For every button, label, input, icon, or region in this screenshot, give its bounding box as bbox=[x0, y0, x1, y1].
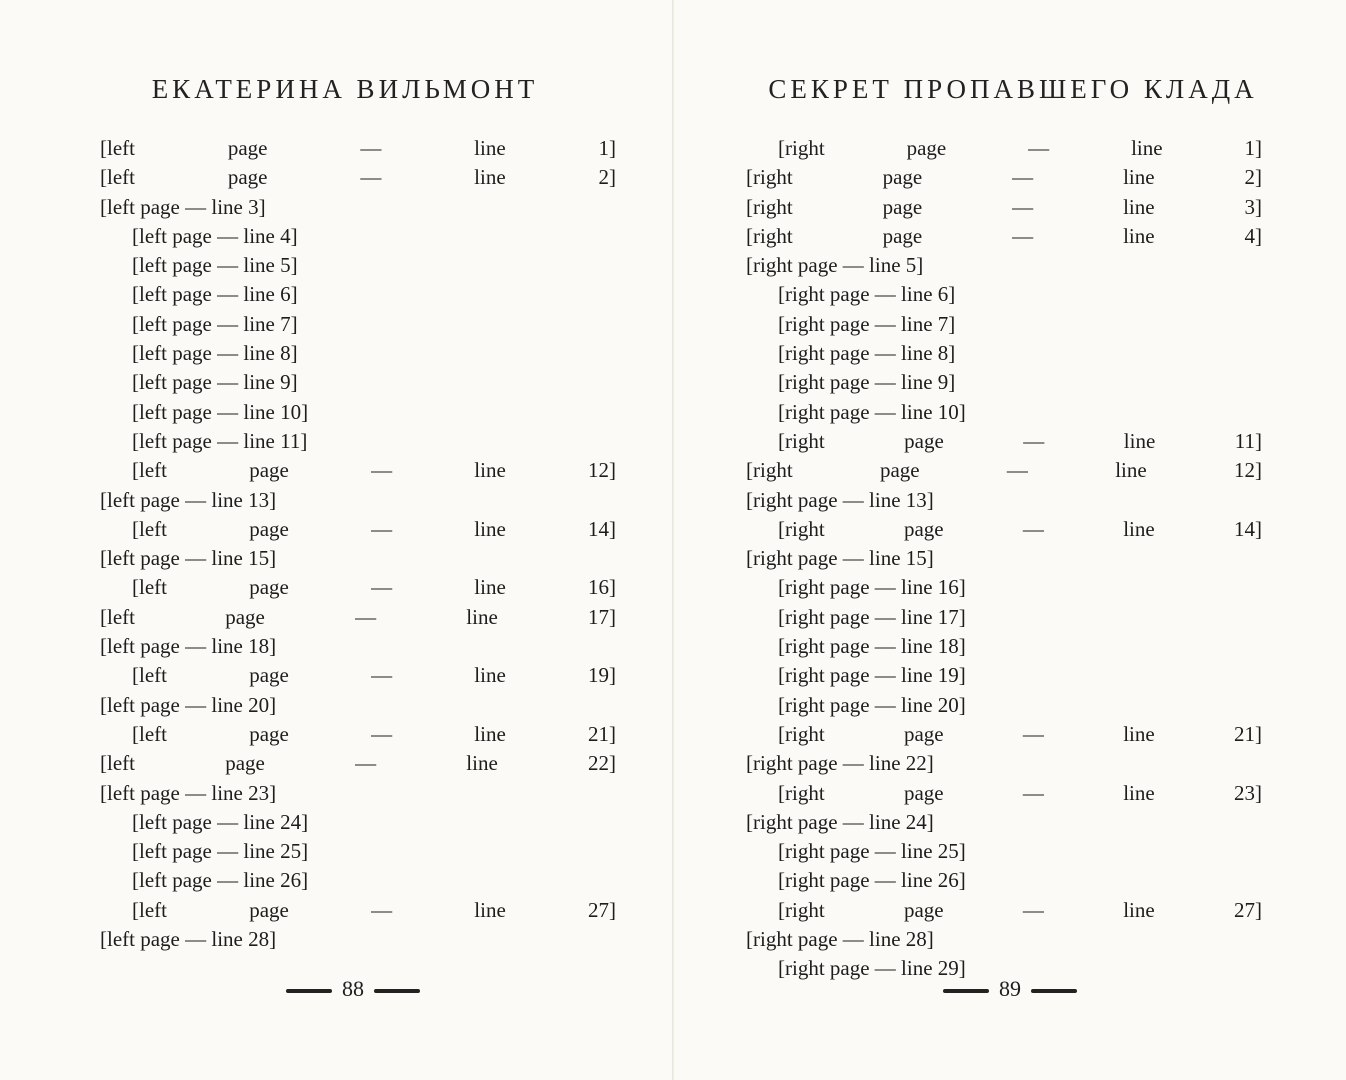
left-page bbox=[0, 0, 672, 1080]
text-line: [right page — line 27] bbox=[778, 897, 1262, 922]
text-line: [right page — line 20] bbox=[778, 692, 966, 717]
text-line: [left page — line 14] bbox=[132, 516, 616, 541]
text-line: [left page — line 10] bbox=[132, 399, 309, 424]
text-line: [right page — line 10] bbox=[778, 399, 966, 424]
page-number-value: 89 bbox=[999, 976, 1021, 1001]
text-line: [right page — line 22] bbox=[746, 751, 934, 776]
text-line: [right page — line 24] bbox=[746, 809, 934, 834]
right-page-text bbox=[746, 134, 1262, 984]
right-page bbox=[674, 0, 1346, 1080]
text-line: [left page — line 3] bbox=[100, 194, 266, 219]
folio-ornament-right bbox=[1031, 989, 1077, 993]
text-line: [left page — line 17] bbox=[100, 604, 616, 629]
left-page-text bbox=[100, 134, 616, 954]
text-line: [right page — line 23] bbox=[778, 780, 1262, 805]
text-line: [left page — line 26] bbox=[132, 868, 309, 893]
text-line: [left page — line 4] bbox=[132, 223, 298, 248]
running-head-author: ЕКАТЕРИНА ВИЛЬМОНТ bbox=[151, 74, 539, 104]
text-line: [left page — line 25] bbox=[132, 839, 309, 864]
page-number-value: 88 bbox=[342, 976, 364, 1001]
text-line: [left page — line 18] bbox=[100, 634, 277, 659]
text-line: [right page — line 1] bbox=[778, 136, 1262, 160]
text-line: [left page — line 15] bbox=[100, 546, 277, 571]
text-line: [left page — line 5] bbox=[132, 253, 298, 278]
text-line: [right page — line 26] bbox=[778, 868, 966, 893]
text-line: [left page — line 11] bbox=[132, 428, 308, 453]
text-line: [left page — line 2] bbox=[100, 165, 616, 190]
text-line: [left page — line 1] bbox=[100, 136, 616, 160]
text-line: [right page — line 28] bbox=[746, 927, 934, 952]
text-line: [left page — line 27] bbox=[132, 897, 616, 922]
text-line: [right page — line 7] bbox=[778, 311, 956, 336]
text-line: [right page — line 4] bbox=[746, 223, 1262, 248]
page-number-left bbox=[0, 976, 672, 1002]
text-line: [left page — line 7] bbox=[132, 311, 298, 336]
text-line: [right page — line 29] bbox=[778, 956, 966, 981]
text-line: [right page — line 9] bbox=[778, 370, 956, 395]
text-line: [left page — line 13] bbox=[100, 487, 277, 512]
text-line: [left page — line 12] bbox=[132, 458, 616, 483]
text-line: [right page — line 6] bbox=[778, 282, 956, 307]
text-line: [left page — line 8] bbox=[132, 341, 298, 366]
text-line: [left page — line 23] bbox=[100, 780, 277, 805]
text-line: [right page — line 18] bbox=[778, 634, 966, 659]
text-line: [right page — line 12] bbox=[746, 458, 1262, 483]
text-line: [left page — line 24] bbox=[132, 809, 309, 834]
text-line: [right page — line 16] bbox=[778, 575, 966, 600]
text-line: [right page — line 3] bbox=[746, 194, 1262, 219]
page-number-right bbox=[674, 976, 1346, 1002]
text-line: [left page — line 22] bbox=[100, 751, 616, 776]
running-head-title: СЕКРЕТ ПРОПАВШЕГО КЛАДА bbox=[768, 74, 1258, 104]
text-line: [right page — line 2] bbox=[746, 165, 1262, 190]
text-line: [right page — line 8] bbox=[778, 341, 956, 366]
text-line: [right page — line 11] bbox=[778, 428, 1262, 453]
text-line: [right page — line 17] bbox=[778, 604, 966, 629]
text-line: [left page — line 20] bbox=[100, 692, 277, 717]
text-line: [right page — line 19] bbox=[778, 663, 966, 688]
folio-ornament-right bbox=[374, 989, 420, 993]
text-line: [left page — line 16] bbox=[132, 575, 616, 600]
text-line: [left page — line 6] bbox=[132, 282, 298, 307]
text-line: [right page — line 15] bbox=[746, 546, 934, 571]
text-line: [left page — line 21] bbox=[132, 721, 616, 746]
folio-ornament-left bbox=[286, 989, 332, 993]
text-line: [right page — line 25] bbox=[778, 839, 966, 864]
text-line: [left page — line 19] bbox=[132, 663, 616, 688]
text-line: [right page — line 14] bbox=[778, 516, 1262, 541]
text-line: [right page — line 21] bbox=[778, 721, 1262, 746]
text-line: [right page — line 5] bbox=[746, 253, 924, 278]
folio-ornament-left bbox=[943, 989, 989, 993]
text-line: [left page — line 9] bbox=[132, 370, 298, 395]
text-line: [right page — line 13] bbox=[746, 487, 934, 512]
text-line: [left page — line 28] bbox=[100, 927, 277, 952]
